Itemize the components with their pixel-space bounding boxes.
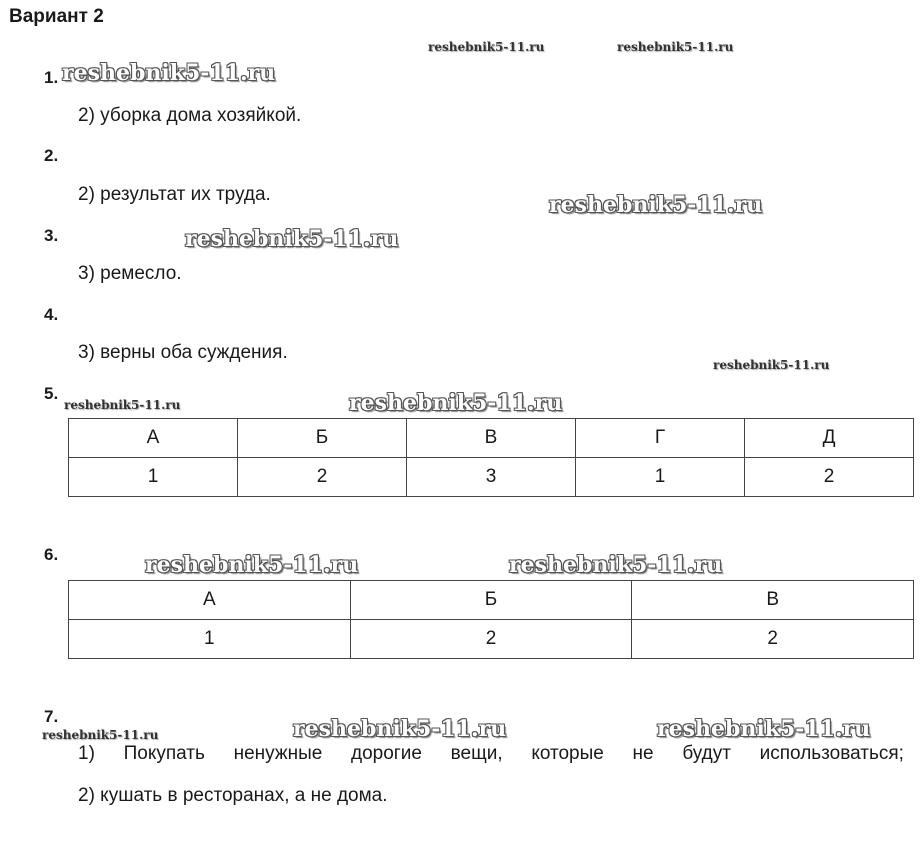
table-header-cell: Д [745,419,914,458]
table-cell: 1 [69,620,351,659]
answer-word: использоваться; [759,743,904,764]
question-number: 2. [44,146,59,165]
watermark: reshebnik5-11.ru [62,60,276,86]
answer-text: 3) ремесло. [78,263,182,284]
watermark: reshebnik5-11.ru [42,728,159,742]
answer-text: 3) верны оба суждения. [78,342,288,363]
answer-text: 2) результат их труда. [78,184,271,205]
question-number: 7. [44,707,59,726]
question-number: 6. [44,545,59,564]
question-number: 3. [44,226,59,245]
table-row [69,581,914,620]
watermark: reshebnik5-11.ru [64,398,181,412]
table-cell: 3 [407,458,576,497]
answer-word: будут [682,743,731,764]
table-row [69,620,914,659]
table-header-cell: А [69,419,238,458]
table-cell: 2 [350,620,632,659]
watermark: reshebnik5-11.ru [657,716,871,742]
table-cell: 1 [69,458,238,497]
answer-word: Покупать [123,743,205,764]
table-row [69,458,914,497]
table-header-cell: В [632,581,914,620]
question-number: 4. [44,305,59,324]
answer-table [68,418,914,497]
table-cell: 1 [576,458,745,497]
question-number: 5. [44,384,59,403]
table-header-cell: Г [576,419,745,458]
table-header-cell: Б [350,581,632,620]
watermark: reshebnik5-11.ru [349,390,563,416]
table-cell: 2 [632,620,914,659]
answer-text: 2) уборка дома хозяйкой. [78,105,302,126]
watermark: reshebnik5-11.ru [185,226,399,252]
question-number: 1. [44,68,59,87]
answer-word: которые [531,743,604,764]
table-header-cell: В [407,419,576,458]
table-row [69,419,914,458]
watermark: reshebnik5-11.ru [145,552,359,578]
watermark: reshebnik5-11.ru [549,192,763,218]
answer-table [68,580,914,659]
watermark: reshebnik5-11.ru [428,40,545,54]
table-header-cell: А [69,581,351,620]
watermark: reshebnik5-11.ru [509,552,723,578]
answer-word: 1) [78,743,95,764]
answer-word: дорогие [351,743,422,764]
watermark: reshebnik5-11.ru [713,358,830,372]
watermark: reshebnik5-11.ru [293,716,507,742]
answer-text: 2) кушать в ресторанах, а не дома. [78,785,388,806]
answer-text [78,743,904,765]
answer-word: не [632,743,654,764]
table-header-cell: Б [238,419,407,458]
table-cell: 2 [238,458,407,497]
table-cell: 2 [745,458,914,497]
watermark: reshebnik5-11.ru [617,40,734,54]
answer-word: ненужные [233,743,323,764]
answer-word: вещи, [450,743,503,764]
page-title: Вариант 2 [9,6,104,27]
